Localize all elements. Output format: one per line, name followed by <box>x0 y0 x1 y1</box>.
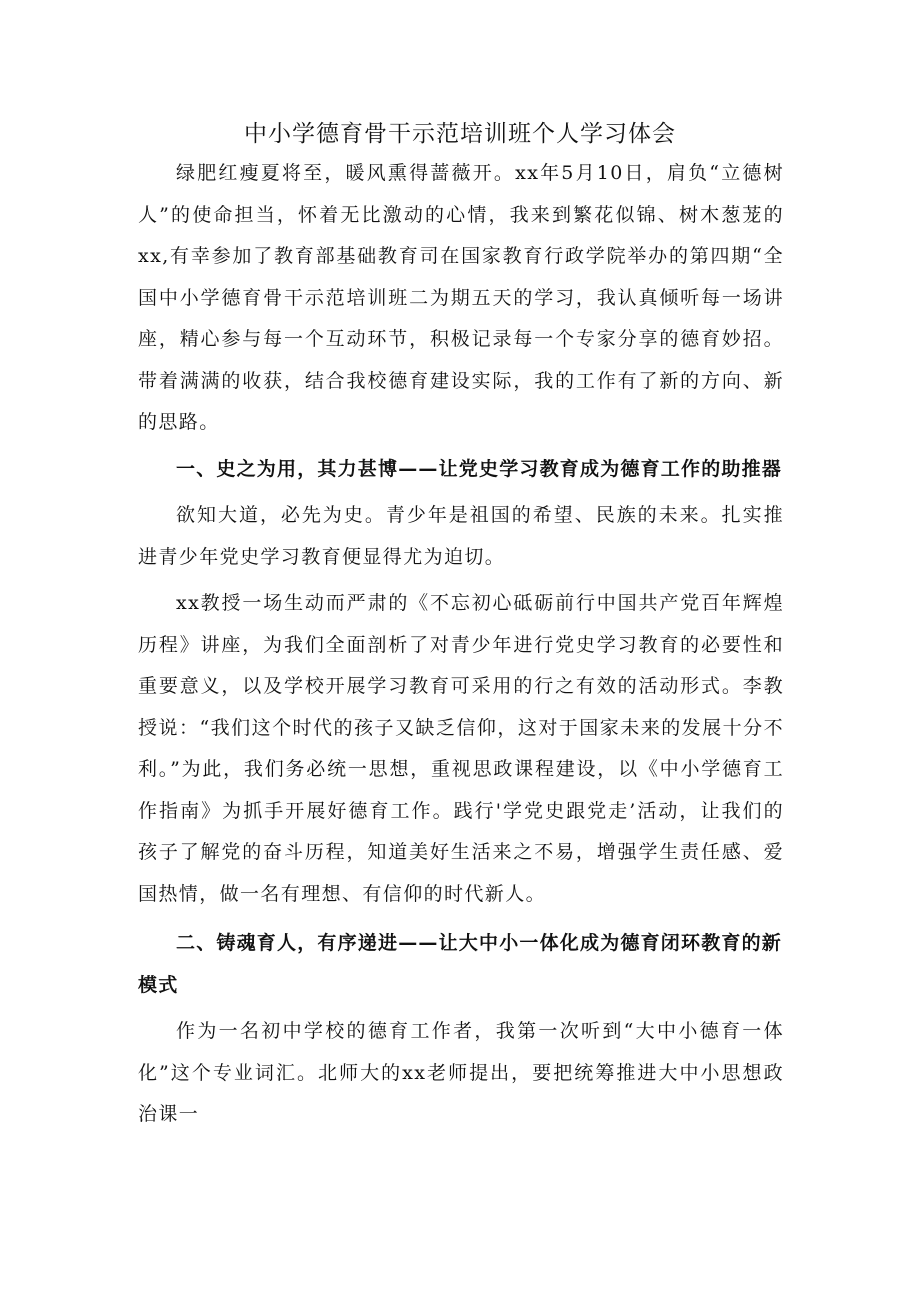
section-1-paragraph-1: 欲知大道，必先为史。青少年是祖国的希望、民族的未来。扎实推进青少年党史学习教育便显得尤为迫切。 <box>138 504 784 568</box>
section-heading-1: 一、史之为用，其力甚博——让党史学习教育成为德育工作的助推器 <box>176 457 783 480</box>
section-1-paragraph-2: xx教授一场生动而严肃的《不忘初心砥砺前行中国共产党百年辉煌历程》讲座，为我们全面剖析了对青少年进行党史学习教育的必要性和重要意义，以及学校开展学习教育可采用的行之有效的活动形式。李教授说：“我们这个时代的孩子又缺乏信仰，这对于国家未来的发展十分不利。”为此，我们务必统一思想，重视思政课程建设，以《中小学德育工作指南》为抓手开展好德育工作。践行'学党史跟党走’活动，让我们的孩子了解党的奋斗历程，知道美好生活来之不易，增强学生责任感、爱国热情，做一名有理想、有信仰的时代新人。 <box>138 592 784 905</box>
section-2-paragraph-1: 作为一名初中学校的德育工作者，我第一次听到“大中小德育一体化”这个专业词汇。北师大的xx老师提出，要把统筹推进大中小思想政治课一 <box>138 1020 784 1125</box>
intro-paragraph: 绿肥红瘦夏将至，暖风熏得蔷薇开。xx年5月10日，肩负“立德树人”的使命担当，怀着无比激动的心情，我来到繁花似锦、树木葱茏的xx,有幸参加了教育部基础教育司在国家教育行政学院举办的第四期“全国中小学德育骨干示范培训班二为期五天的学习，我认真倾听每一场讲座，精心参与每一个互动环节，积极记录每一个专家分享的德育妙招。带着满满的收获，结合我校德育建设实际，我的工作有了新的方向、新的思路。 <box>138 162 784 433</box>
section-heading-2: 二、铸魂育人，有序递进——让大中小一体化成为德育闭环教育的新模式 <box>138 932 783 996</box>
document-body <box>138 153 784 1136</box>
document-title: 中小学德育骨干示范培训班个人学习体会 <box>244 121 676 147</box>
